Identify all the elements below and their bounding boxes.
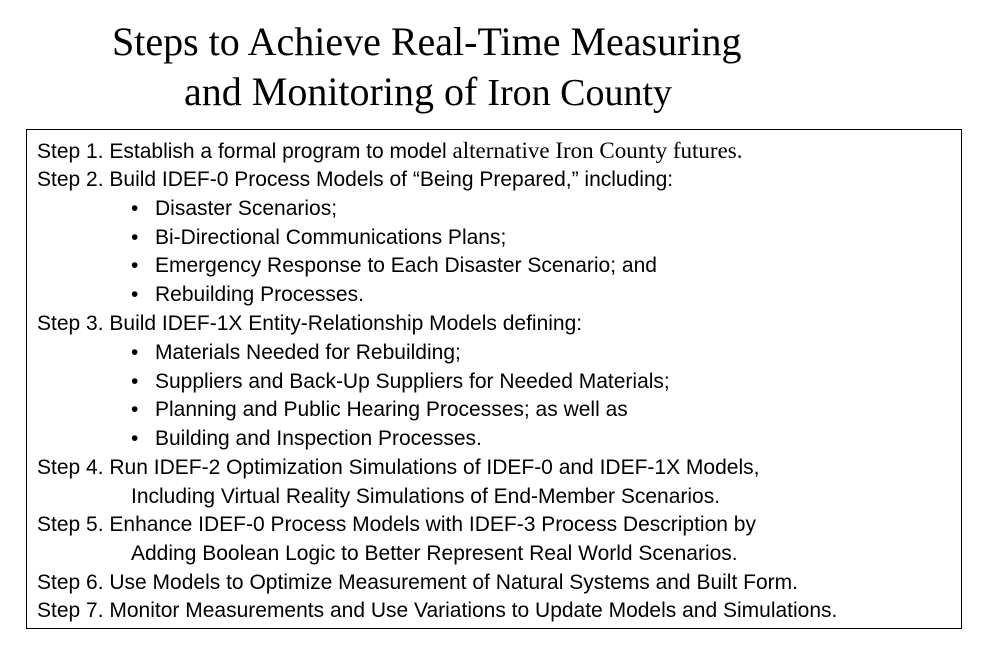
bullet-glyph: • — [131, 427, 139, 450]
title-county: Iron County — [487, 72, 673, 114]
bullet-glyph: • — [131, 398, 139, 421]
step-1-text: Step 1. Establish a formal program to model — [37, 140, 453, 163]
list-item-text: Bi-Directional Communications Plans; — [155, 226, 507, 249]
bullet-glyph: • — [131, 341, 139, 364]
steps-box — [26, 129, 962, 629]
title-prefix: and Monitoring of — [184, 69, 488, 114]
list-item-text: Planning and Public Hearing Processes; as well as — [155, 398, 628, 421]
list-item — [131, 369, 670, 395]
bullet-glyph: • — [131, 226, 139, 249]
step-1 — [37, 138, 743, 165]
step-1-serif-text: alternative Iron County futures. — [452, 138, 743, 163]
list-item — [131, 340, 461, 366]
list-item-text: Materials Needed for Rebuilding; — [155, 341, 461, 364]
step-3: Step 3. Build IDEF-1X Entity-Relationship Models defining: — [37, 312, 583, 335]
list-item — [131, 426, 482, 452]
bullet-glyph: • — [131, 283, 139, 306]
list-item — [131, 196, 337, 222]
page-title-line-1: Steps to Achieve Real-Time Measuring — [112, 19, 742, 64]
bullet-glyph: • — [131, 254, 139, 277]
page-title-line-2 — [184, 68, 672, 117]
list-item — [131, 282, 364, 308]
list-item — [131, 253, 657, 279]
step-2: Step 2. Build IDEF-0 Process Models of “Being Prepared,” including: — [37, 168, 674, 191]
step-4-continuation: Including Virtual Reality Simulations of End-Member Scenarios. — [131, 485, 721, 508]
step-5: Step 5. Enhance IDEF-0 Process Models with IDEF-3 Process Description by — [37, 513, 756, 536]
step-6: Step 6. Use Models to Optimize Measurement of Natural Systems and Built Form. — [37, 571, 798, 594]
list-item-text: Disaster Scenarios; — [155, 197, 338, 220]
list-item — [131, 225, 506, 251]
list-item-text: Suppliers and Back-Up Suppliers for Needed Materials; — [155, 370, 670, 393]
list-item — [131, 397, 628, 423]
list-item-text: Building and Inspection Processes. — [155, 427, 482, 450]
step-7: Step 7. Monitor Measurements and Use Variations to Update Models and Simulations. — [37, 599, 838, 622]
step-5-continuation: Adding Boolean Logic to Better Represent Real World Scenarios. — [131, 542, 738, 565]
list-item-text: Emergency Response to Each Disaster Scenario; and — [155, 254, 657, 277]
step-4: Step 4. Run IDEF-2 Optimization Simulations of IDEF-0 and IDEF-1X Models, — [37, 456, 760, 479]
bullet-glyph: • — [131, 370, 139, 393]
list-item-text: Rebuilding Processes. — [155, 283, 364, 306]
bullet-glyph: • — [131, 197, 139, 220]
